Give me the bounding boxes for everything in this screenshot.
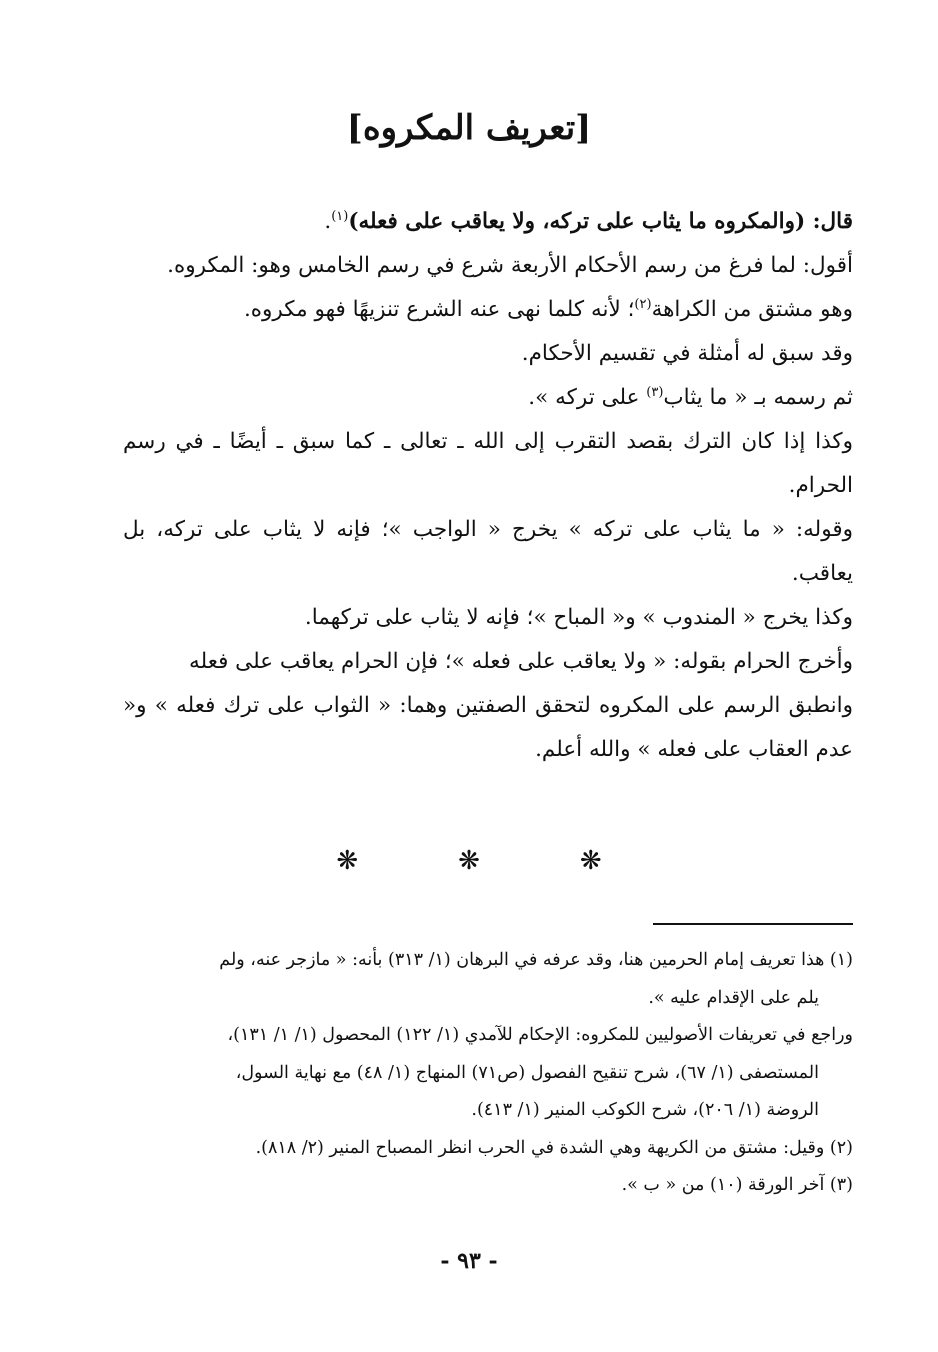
star-ornament: ❋ [458, 846, 480, 876]
paragraph-6: وقوله: « ما يثاب على تركه » يخرج « الواجب »؛ فإنه لا يثاب على تركه، بل يعاقب. [123, 517, 853, 586]
paragraph-4-start: ثم رسمه بـ « ما يثاب [663, 385, 853, 410]
footnote-1-line-3: وراجع في تعريفات الأصوليين للمكروه: الإحكام للآمدي (١/ ١٢٢) المحصول (١/ ١/ ١٣١)، [227, 1025, 853, 1045]
paragraph-8: وأخرج الحرام بقوله: « ولا يعاقب على فعله »؛ فإن الحرام يعاقب على فعله [189, 649, 853, 674]
footnote-ref-2: (٢) [634, 296, 652, 312]
footnote-ref-3: (٣) [646, 384, 664, 400]
paragraph-1: أقول: لما فرغ من رسم الأحكام الأربعة شرع في رسم الخامس وهو: المكروه. [167, 253, 853, 278]
star-ornament: ❋ [579, 846, 602, 876]
quote-end: . [324, 209, 332, 234]
paragraph-2-end: ؛ لأنه كلما نهى عنه الشرع تنزيهًا فهو مكروه. [243, 297, 635, 322]
footnote-1-line-2: يلم على الإقدام عليه ». [648, 987, 819, 1008]
main-text [123, 200, 853, 772]
footnote-1-line-5: الروضة (١/ ٢٠٦)، شرح الكوكب المنير (١/ ٤١٣). [471, 1100, 819, 1120]
paragraph-7: وكذا يخرج « المندوب » و« المباح »؛ فإنه لا يثاب على تركهما. [304, 605, 853, 630]
paragraph-2-start: وهو مشتق من الكراهة [651, 297, 853, 322]
footnote-1-line-4: المستصفى (١/ ٦٧)، شرح تنقيح الفصول (ص٧١) المنهاج (١/ ٤٨) مع نهاية السول، [235, 1062, 819, 1083]
footnote-3: (٣) آخر الورقة (١٠) من « ب ». [621, 1175, 853, 1195]
paragraph-4 [123, 376, 853, 420]
quote-text: (والمكروه ما يثاب على تركه، ولا يعاقب على فعله) [348, 209, 806, 234]
section-title: [تعريف المكروه] [346, 108, 592, 148]
paragraph-3: وقد سبق له أمثلة في تقسيم الأحكام. [521, 341, 853, 366]
quote-paragraph [123, 200, 853, 244]
paragraph-4-end: على تركه ». [528, 385, 647, 410]
footnotes [123, 942, 853, 1205]
footnote-divider [653, 923, 853, 925]
paragraph-5: وكذا إذا كان الترك بقصد التقرب إلى الله ـ تعالى ـ كما سبق ـ أيضًا ـ في رسم الحرام. [123, 429, 853, 498]
page-number: - ٩٣ - [440, 1248, 498, 1274]
footnote-1-line-1: (١) هذا تعريف إمام الحرمين هنا، وقد عرفه في البرهان (١/ ٣١٣) بأنه: « مازجر عنه، ولم [219, 950, 853, 970]
paragraph-2 [123, 288, 853, 332]
paragraph-9: وانطبق الرسم على المكروه لتحقق الصفتين وهما: « الثواب على ترك فعله » و« عدم العقاب على فعله » والله أعلم. [123, 693, 853, 762]
section-separator [0, 846, 938, 876]
footnote-2: (٢) وقيل: مشتق من الكريهة وهي الشدة في الحرب انظر المصباح المنير (٢/ ٨١٨). [255, 1137, 853, 1158]
quote-prefix: قال: [805, 209, 853, 234]
footnote-ref-1: (١) [331, 208, 349, 224]
star-ornament: ❋ [336, 846, 359, 876]
